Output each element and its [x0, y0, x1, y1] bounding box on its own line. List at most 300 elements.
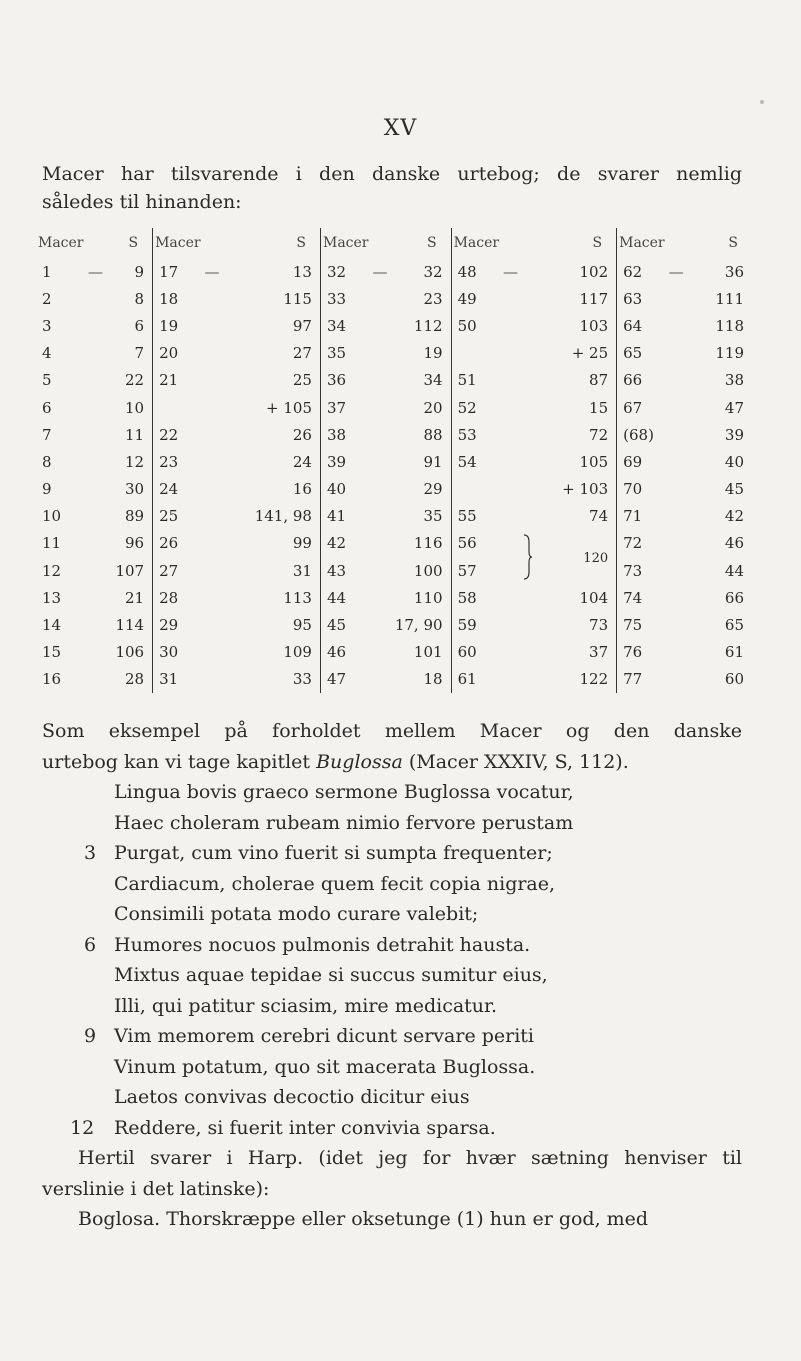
s-cell: 22 [125, 371, 145, 390]
dash-cell: — [503, 262, 519, 281]
macer-cell: 59 [451, 611, 498, 638]
table-header-row [36, 228, 752, 258]
dash-cell [663, 394, 689, 421]
dash-cell [498, 503, 524, 530]
macer-cell: 70 [617, 476, 664, 503]
verse-text: Consimili potata modo curare valebit; [114, 903, 479, 925]
table-row [36, 530, 752, 557]
table-row [36, 666, 752, 693]
macer-cell: 67 [617, 394, 664, 421]
verse-line [42, 930, 742, 961]
s-cell: 24 [292, 452, 312, 471]
verse-line [42, 777, 742, 808]
dash-cell [663, 639, 689, 666]
s-cell: 88 [423, 425, 443, 444]
macer-cell: 8 [42, 452, 52, 471]
macer-cell: 15 [42, 643, 62, 662]
dash-cell [83, 394, 109, 421]
table-row [36, 584, 752, 611]
macer-cell: 43 [320, 557, 367, 584]
macer-cell: 39 [320, 448, 367, 475]
dash-cell [498, 285, 524, 312]
dash-cell [83, 611, 109, 638]
macer-cell: 48 [451, 258, 498, 285]
table-row [36, 285, 752, 312]
dash-cell: — [668, 262, 684, 281]
verse-line [42, 869, 742, 900]
macer-cell: 25 [153, 503, 200, 530]
dash-cell [663, 584, 689, 611]
dash-cell [663, 557, 689, 584]
verse-line [42, 838, 742, 869]
macer-cell: 31 [153, 666, 200, 693]
macer-cell: 77 [617, 666, 664, 693]
s-cell: 101 [413, 643, 443, 662]
brace-cell [523, 530, 616, 584]
macer-cell [451, 476, 498, 503]
verse-number: 6 [84, 933, 97, 956]
s-cell: 7 [134, 344, 145, 363]
table-row [36, 258, 752, 285]
table-row [36, 557, 752, 584]
verse-line [42, 1113, 742, 1144]
s-cell: 21 [125, 588, 145, 607]
verse-number: 12 [70, 1116, 95, 1139]
paragraph-text: (Macer XXXIV, S, 112). [402, 750, 629, 773]
dash-cell [199, 448, 225, 475]
table-row [36, 503, 752, 530]
table-row [36, 367, 752, 394]
column-header-macer: Macer [617, 228, 689, 258]
s-cell: + 105 [266, 398, 312, 417]
s-cell: 89 [125, 507, 145, 526]
dash-cell [367, 639, 393, 666]
column-header-s: S [592, 235, 603, 251]
macer-cell: 53 [451, 421, 498, 448]
macer-cell: 12 [42, 561, 62, 580]
macer-cell: 29 [153, 611, 200, 638]
dash-cell [498, 421, 524, 448]
brace-value: 120 [583, 551, 609, 567]
s-cell: 122 [579, 670, 609, 689]
verse-text: Haec choleram rubeam nimio fervore perustam [114, 811, 574, 834]
s-cell: 99 [292, 534, 312, 553]
macer-cell: 69 [617, 448, 664, 475]
s-cell: 100 [413, 561, 443, 580]
s-cell: 74 [589, 507, 609, 526]
s-cell: 47 [724, 398, 744, 417]
dash-cell [498, 312, 524, 339]
macer-cell: 64 [617, 312, 664, 339]
dash-cell [367, 312, 393, 339]
s-cell: 95 [292, 616, 312, 635]
dash-cell [498, 639, 524, 666]
body-text [42, 716, 742, 1235]
verse-number: 9 [84, 1025, 97, 1047]
dash-cell [199, 666, 225, 693]
dash-cell [663, 421, 689, 448]
table-row [36, 421, 752, 448]
s-cell: 34 [423, 371, 443, 390]
s-cell: 109 [283, 643, 312, 662]
dash-cell [498, 448, 524, 475]
column-header-s: S [296, 235, 306, 251]
verse-number: 3 [84, 842, 97, 864]
paragraph-text: urtebog kan vi tage kapitlet [42, 750, 317, 773]
s-cell: + 25 [571, 344, 609, 363]
dash-cell [367, 367, 393, 394]
dash-cell [367, 476, 393, 503]
s-cell: 110 [413, 588, 443, 607]
macer-cell: 54 [451, 448, 498, 475]
dash-cell [199, 421, 225, 448]
dash-cell [199, 639, 225, 666]
column-header-s: S [426, 235, 437, 251]
paragraph-line: verslinie i det latinske): [42, 1177, 270, 1200]
verse-text: Humores nocuos pulmonis detrahit hausta. [114, 933, 531, 956]
table-row [36, 476, 752, 503]
s-cell: 87 [589, 371, 609, 390]
table-row [36, 639, 752, 666]
s-cell: 15 [589, 398, 609, 417]
dash-cell [83, 476, 109, 503]
dash-cell [83, 421, 109, 448]
macer-cell: 42 [320, 530, 367, 557]
dash-cell [199, 584, 225, 611]
s-cell: 33 [292, 670, 312, 689]
macer-cell: 11 [42, 534, 62, 553]
s-cell: 38 [724, 371, 744, 390]
s-cell: 104 [579, 588, 609, 607]
s-cell: 106 [115, 643, 145, 662]
dash-cell [367, 448, 393, 475]
s-cell: 60 [724, 670, 744, 689]
dash-cell [199, 340, 225, 367]
table-row [36, 394, 752, 421]
macer-cell: 21 [153, 367, 200, 394]
dash-cell [199, 476, 225, 503]
print-speck [760, 100, 764, 104]
s-cell: 116 [413, 534, 443, 553]
dash-cell [663, 367, 689, 394]
s-cell: 97 [292, 316, 312, 335]
table-body [36, 258, 752, 693]
dash-cell [83, 285, 109, 312]
s-cell: 16 [292, 480, 312, 499]
dash-cell [367, 285, 393, 312]
s-cell: 36 [724, 262, 744, 281]
verse-text: Reddere, si fuerit inter convivia sparsa. [114, 1116, 496, 1139]
verse-text: Purgat, cum vino fuerit si sumpta frequenter; [114, 842, 553, 864]
macer-cell: 47 [320, 666, 367, 693]
dash-cell [83, 367, 109, 394]
dash-cell [663, 340, 689, 367]
s-cell: 111 [715, 289, 744, 308]
s-cell: + 103 [562, 480, 609, 499]
s-cell: 72 [589, 425, 609, 444]
macer-cell: 5 [42, 371, 52, 390]
s-cell: 118 [715, 316, 744, 335]
dash-cell [199, 367, 225, 394]
dash-cell [199, 611, 225, 638]
macer-cell: 61 [451, 666, 498, 693]
macer-cell: 58 [451, 584, 498, 611]
paragraph-line: Som eksempel på forholdet mellem Macer og den danske [42, 720, 742, 742]
column-header-macer: Macer [153, 228, 225, 258]
brace-icon [523, 534, 533, 580]
s-cell: 25 [292, 371, 312, 390]
macer-cell: 36 [320, 367, 367, 394]
s-cell: 13 [292, 262, 312, 281]
s-cell: 114 [115, 616, 145, 635]
s-cell: 6 [134, 316, 145, 335]
s-cell: 17, 90 [394, 616, 443, 635]
verse-line [42, 808, 742, 839]
s-cell: 113 [283, 588, 312, 607]
macer-cell: 13 [42, 588, 62, 607]
verse-line [42, 899, 742, 930]
macer-cell: 66 [617, 367, 664, 394]
dash-cell [367, 421, 393, 448]
s-cell: 107 [115, 561, 145, 580]
macer-cell: 7 [42, 425, 52, 444]
macer-cell: 46 [320, 639, 367, 666]
s-cell: 35 [423, 507, 443, 526]
s-cell: 105 [579, 452, 609, 471]
latin-verses [42, 777, 742, 1143]
macer-cell: 14 [42, 616, 62, 635]
dash-cell [83, 584, 109, 611]
macer-cell: 3 [42, 316, 52, 335]
dash-cell [663, 503, 689, 530]
dash-cell [663, 448, 689, 475]
s-cell: 45 [724, 480, 744, 499]
page-number: XV [383, 116, 418, 141]
column-header-s: S [128, 235, 139, 251]
column-header-macer: Macer [451, 228, 523, 258]
macer-cell: 49 [451, 285, 498, 312]
macer-cell: 4 [42, 344, 52, 363]
s-cell: 26 [292, 425, 312, 444]
table-row [36, 448, 752, 475]
macer-cell: 16 [42, 670, 62, 689]
dash-cell [83, 639, 109, 666]
macer-cell: 17 [153, 258, 200, 285]
s-cell: 66 [724, 588, 744, 607]
s-cell: 117 [579, 289, 609, 308]
intro-line-2: således til hinanden: [42, 191, 242, 213]
dash-cell: — [87, 262, 103, 281]
dash-cell [83, 530, 109, 557]
s-cell: 12 [125, 452, 145, 471]
dash-cell [663, 666, 689, 693]
macer-cell: 30 [153, 639, 200, 666]
macer-cell: 28 [153, 584, 200, 611]
s-cell: 20 [423, 398, 443, 417]
macer-cell: 10 [42, 507, 62, 526]
paragraph-line: Boglosa. Thorskræppe eller oksetunge (1) hun er god, med [78, 1208, 649, 1230]
macer-cell: 74 [617, 584, 664, 611]
dash-cell [83, 340, 109, 367]
macer-cell: 6 [42, 398, 52, 417]
s-cell: 119 [715, 344, 744, 363]
verse-text: Vinum potatum, quo sit macerata Buglossa. [114, 1055, 536, 1078]
dash-cell [83, 557, 109, 584]
dash-cell [199, 503, 225, 530]
s-cell: 96 [125, 534, 145, 553]
intro-paragraph [42, 160, 742, 216]
macer-cell: 18 [153, 285, 200, 312]
verse-line [42, 960, 742, 991]
s-cell: 30 [125, 480, 145, 499]
table-row [36, 340, 752, 367]
s-cell: 31 [292, 561, 312, 580]
dash-cell [498, 611, 524, 638]
macer-cell: 22 [153, 421, 200, 448]
dash-cell [498, 666, 524, 693]
macer-cell [153, 394, 200, 421]
verse-text: Lingua bovis graeco sermone Buglossa vocatur, [114, 781, 574, 803]
macer-cell: 65 [617, 340, 664, 367]
verse-text: Mixtus aquae tepidae si succus sumitur eius, [114, 964, 548, 986]
dash-cell [663, 611, 689, 638]
macer-cell: 52 [451, 394, 498, 421]
dash-cell [367, 666, 393, 693]
s-cell: 9 [134, 262, 145, 281]
dash-cell [367, 503, 393, 530]
s-cell: 44 [724, 561, 744, 580]
macer-cell: 75 [617, 611, 664, 638]
macer-cell: 63 [617, 285, 664, 312]
s-cell: 103 [579, 316, 609, 335]
macer-cell: 34 [320, 312, 367, 339]
s-cell: 23 [423, 289, 443, 308]
macer-cell: 55 [451, 503, 498, 530]
macer-cell: 62 [617, 258, 664, 285]
s-cell: 11 [125, 425, 145, 444]
dash-cell [367, 584, 393, 611]
paragraph-line [42, 747, 742, 778]
macer-cell: 40 [320, 476, 367, 503]
chapter-title: Buglossa [316, 750, 403, 773]
dash-cell [498, 476, 524, 503]
dash-cell [367, 530, 393, 557]
dash-cell: — [372, 262, 388, 281]
verse-line [42, 1021, 742, 1052]
macer-cell: 41 [320, 503, 367, 530]
macer-cell: 38 [320, 421, 367, 448]
dash-cell [199, 285, 225, 312]
macer-cell: 45 [320, 611, 367, 638]
dash-cell [498, 584, 524, 611]
s-cell: 39 [724, 425, 744, 444]
macer-cell: 57 [451, 557, 498, 584]
dash-cell [83, 448, 109, 475]
macer-cell: 71 [617, 503, 664, 530]
macer-cell: 27 [153, 557, 200, 584]
dash-cell [83, 666, 109, 693]
s-cell: 8 [134, 289, 145, 308]
s-cell: 19 [423, 344, 443, 363]
verse-text: Illi, qui patitur sciasim, mire medicatur. [114, 994, 498, 1017]
dash-cell [367, 340, 393, 367]
macer-cell: 19 [153, 312, 200, 339]
dash-cell [663, 285, 689, 312]
column-header-macer: Macer [38, 235, 84, 251]
macer-cell: (68) [617, 421, 664, 448]
dash-cell [498, 394, 524, 421]
s-cell: 102 [579, 262, 609, 281]
verse-text: Cardiacum, cholerae quem fecit copia nigrae, [114, 872, 556, 895]
dash-cell [498, 530, 524, 557]
table-row [36, 312, 752, 339]
macer-cell: 2 [42, 289, 52, 308]
macer-cell: 37 [320, 394, 367, 421]
s-cell: 32 [423, 262, 443, 281]
macer-cell: 26 [153, 530, 200, 557]
verse-text: Laetos convivas decoctio dicitur eius [114, 1086, 470, 1108]
macer-cell: 73 [617, 557, 664, 584]
macer-cell: 44 [320, 584, 367, 611]
macer-cell: 1 [42, 262, 52, 281]
s-cell: 29 [423, 480, 443, 499]
s-cell: 40 [724, 452, 744, 471]
s-cell: 18 [423, 670, 443, 689]
s-cell: 112 [413, 316, 443, 335]
macer-cell: 20 [153, 340, 200, 367]
macer-cell: 9 [42, 480, 52, 499]
macer-cell: 24 [153, 476, 200, 503]
dash-cell [83, 312, 109, 339]
macer-cell [451, 340, 498, 367]
dash-cell [367, 557, 393, 584]
s-cell: 61 [724, 643, 744, 662]
macer-cell: 33 [320, 285, 367, 312]
verse-text: Vim memorem cerebri dicunt servare periti [114, 1025, 535, 1047]
s-cell: 73 [589, 616, 609, 635]
macer-cell: 50 [451, 312, 498, 339]
s-cell: 115 [283, 289, 312, 308]
dash-cell: — [204, 262, 220, 281]
macer-cell: 23 [153, 448, 200, 475]
dash-cell [83, 503, 109, 530]
s-cell: 91 [423, 452, 443, 471]
dash-cell [367, 394, 393, 421]
dash-cell [663, 476, 689, 503]
dash-cell [663, 312, 689, 339]
verse-line [42, 991, 742, 1022]
dash-cell [367, 611, 393, 638]
s-cell: 46 [724, 534, 744, 553]
macer-cell: 60 [451, 639, 498, 666]
s-cell: 65 [724, 616, 744, 635]
verse-line [42, 1082, 742, 1113]
macer-cell: 51 [451, 367, 498, 394]
dash-cell [498, 557, 524, 584]
dash-cell [199, 530, 225, 557]
dash-cell [199, 394, 225, 421]
dash-cell [498, 367, 524, 394]
s-cell: 37 [589, 643, 609, 662]
dash-cell [199, 312, 225, 339]
macer-cell: 76 [617, 639, 664, 666]
dash-cell [498, 340, 524, 367]
s-cell: 27 [292, 344, 312, 363]
concordance-table [36, 228, 752, 693]
column-header-macer: Macer [320, 228, 392, 258]
s-cell: 141, 98 [254, 507, 312, 526]
intro-line-1: Macer har tilsvarende i den danske urtebog; de svarer nemlig [42, 163, 742, 185]
